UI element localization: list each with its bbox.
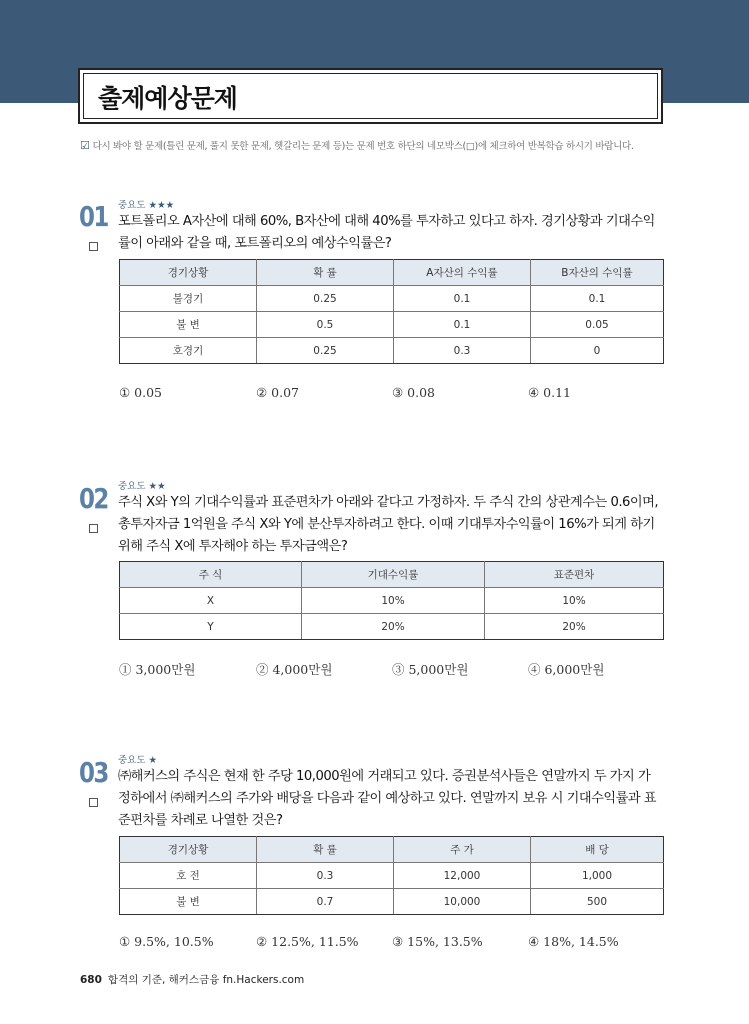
answer-option[interactable]: ① 3,000만원 bbox=[119, 662, 196, 677]
table-header: 주 가 bbox=[394, 837, 531, 863]
table-header-row bbox=[120, 562, 664, 588]
table-cell: 10% bbox=[485, 588, 664, 614]
question-text bbox=[118, 211, 666, 255]
table-cell: 10,000 bbox=[394, 889, 531, 915]
table-cell: 20% bbox=[485, 614, 664, 640]
answer-option[interactable]: ④ 18%, 14.5% bbox=[528, 934, 619, 949]
table-cell: 불경기 bbox=[120, 286, 257, 312]
table-header: 경기상황 bbox=[120, 260, 257, 286]
table-header: B자산의 수익률 bbox=[531, 260, 664, 286]
answer-option[interactable]: ④ 6,000만원 bbox=[528, 662, 605, 677]
table-cell: 0 bbox=[531, 338, 664, 364]
answer-option[interactable]: ① 0.05 bbox=[119, 385, 163, 400]
table-row bbox=[120, 286, 664, 312]
table-cell: X bbox=[120, 588, 302, 614]
question-line: ㈜해커스의 주식은 현재 한 주당 10,000원에 거래되고 있다. 증권분석사들은 연말까지 두 가지 가 bbox=[118, 769, 651, 784]
table-header-row bbox=[120, 837, 664, 863]
question-line: 률이 아래와 같을 때, 포트폴리오의 예상수익률은? bbox=[118, 236, 392, 251]
importance-rating: 중요도 ★★ bbox=[118, 481, 166, 492]
table-row bbox=[120, 889, 664, 915]
question-line: 위해 주식 X에 투자해야 하는 투자금액은? bbox=[118, 539, 348, 554]
question-text bbox=[118, 766, 666, 832]
question-number: 01 bbox=[79, 200, 108, 233]
table-cell: 0.3 bbox=[394, 338, 531, 364]
answer-option[interactable]: ③ 0.08 bbox=[392, 385, 436, 400]
table-cell: 0.1 bbox=[394, 286, 531, 312]
table-row bbox=[120, 338, 664, 364]
title-box bbox=[78, 68, 663, 124]
answer-option[interactable]: ② 0.07 bbox=[256, 385, 300, 400]
importance-rating: 중요도 ★★★ bbox=[118, 200, 175, 211]
table-row bbox=[120, 863, 664, 889]
review-checkbox[interactable] bbox=[89, 798, 98, 807]
instruction-text: 다시 봐야 할 문제(틀린 문제, 풀지 못한 문제, 헷갈리는 문제 등)는 문제 번호 하단의 네모박스(□)에 체크하여 반복학습 하시기 바랍니다. bbox=[92, 141, 634, 152]
data-table bbox=[119, 259, 664, 364]
table-cell: 0.1 bbox=[531, 286, 664, 312]
answer-option[interactable]: ② 4,000만원 bbox=[256, 662, 333, 677]
table-cell: 0.3 bbox=[257, 863, 394, 889]
table-cell: 0.25 bbox=[257, 338, 394, 364]
answer-option[interactable]: ① 9.5%, 10.5% bbox=[119, 934, 214, 949]
check-icon: ☑ bbox=[80, 139, 90, 152]
table-cell: 0.7 bbox=[257, 889, 394, 915]
answer-option[interactable]: ② 12.5%, 11.5% bbox=[256, 934, 359, 949]
page-footer bbox=[80, 972, 304, 987]
table-row bbox=[120, 588, 664, 614]
table-cell: 불 변 bbox=[120, 312, 257, 338]
table-cell: 0.25 bbox=[257, 286, 394, 312]
review-checkbox[interactable] bbox=[89, 524, 98, 533]
question-text bbox=[118, 492, 666, 558]
table-header: 확 률 bbox=[257, 837, 394, 863]
data-table bbox=[119, 836, 664, 915]
table-header: 경기상황 bbox=[120, 837, 257, 863]
table-row bbox=[120, 312, 664, 338]
table-header-row bbox=[120, 260, 664, 286]
table-cell: 500 bbox=[531, 889, 664, 915]
review-checkbox[interactable] bbox=[89, 242, 98, 251]
table-header: 주 식 bbox=[120, 562, 302, 588]
question-line: 정하에서 ㈜해커스의 주가와 배당을 다음과 같이 예상하고 있다. 연말까지 보유 시 기대수익률과 표 bbox=[118, 791, 657, 806]
table-cell: 20% bbox=[302, 614, 485, 640]
question-line: 총투자자금 1억원을 주식 X와 Y에 분산투자하려고 한다. 이때 기대투자수익률이 16%가 되게 하기 bbox=[118, 517, 655, 532]
table-cell: 불 변 bbox=[120, 889, 257, 915]
page-title: 출제예상문제 bbox=[98, 84, 237, 113]
importance-rating: 중요도 ★ bbox=[118, 755, 158, 766]
answer-option[interactable]: ④ 0.11 bbox=[528, 385, 572, 400]
table-cell: 호 전 bbox=[120, 863, 257, 889]
answer-option[interactable]: ③ 15%, 13.5% bbox=[392, 934, 483, 949]
table-cell: 12,000 bbox=[394, 863, 531, 889]
page-number: 680 bbox=[80, 974, 102, 986]
table-cell: 1,000 bbox=[531, 863, 664, 889]
question-line: 주식 X와 Y의 기대수익률과 표준편차가 아래와 같다고 가정하자. 두 주식 간의 상관계수는 0.6이며, bbox=[118, 495, 659, 510]
question-line: 포트폴리오 A자산에 대해 60%, B자산에 대해 40%를 투자하고 있다고 하자. 경기상황과 기대수익 bbox=[118, 214, 655, 229]
table-cell: 0.05 bbox=[531, 312, 664, 338]
instruction bbox=[80, 138, 634, 152]
table-header: 배 당 bbox=[531, 837, 664, 863]
table-cell: 0.5 bbox=[257, 312, 394, 338]
answer-option[interactable]: ③ 5,000만원 bbox=[392, 662, 469, 677]
question-number: 02 bbox=[79, 482, 108, 515]
data-table bbox=[119, 561, 664, 640]
table-header: 기대수익률 bbox=[302, 562, 485, 588]
table-header: 표준편차 bbox=[485, 562, 664, 588]
table-row bbox=[120, 614, 664, 640]
table-cell: 0.1 bbox=[394, 312, 531, 338]
table-cell: 10% bbox=[302, 588, 485, 614]
table-header: 확 률 bbox=[257, 260, 394, 286]
table-header: A자산의 수익률 bbox=[394, 260, 531, 286]
table-cell: Y bbox=[120, 614, 302, 640]
question-number: 03 bbox=[79, 756, 108, 789]
question-line: 준편차를 차례로 나열한 것은? bbox=[118, 813, 283, 828]
table-cell: 호경기 bbox=[120, 338, 257, 364]
footer-text: 합격의 기준, 해커스금융 fn.Hackers.com bbox=[107, 974, 305, 986]
